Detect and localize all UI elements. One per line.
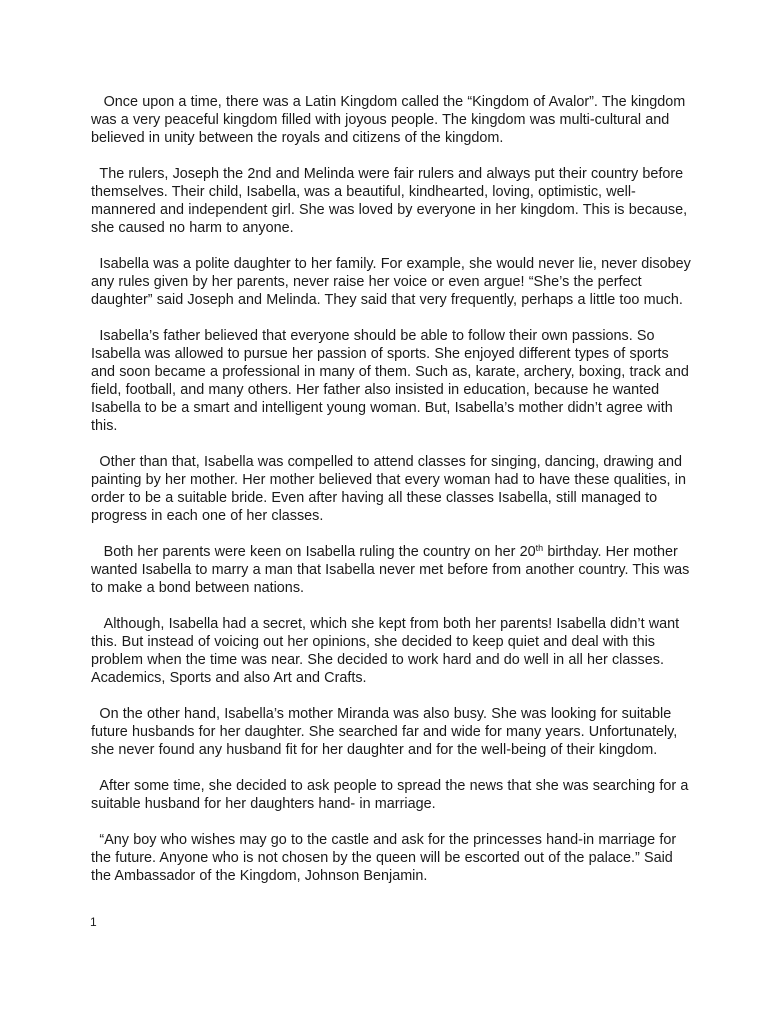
paragraph-10: “Any boy who wishes may go to the castle and ask for the princesses hand-in marriage for the future. Anyone who is not chosen by the queen will be escorted out of the palace.” Said the Ambassador of the Kingdom, Johnson Benjamin.	[91, 832, 681, 884]
paragraph-3: Isabella was a polite daughter to her family. For example, she would never lie, never disobey any rules given by her parents, never raise her voice or even argue! “She’s the perfect daughter” said Joseph and Melinda. They said that very frequently, perhaps a little too much.	[91, 256, 696, 308]
paragraph-6-after: birthday. Her mother wanted Isabella to marry a man that Isabella never met before from another country. This was to make a bond between nations.	[91, 544, 694, 596]
paragraph-8: On the other hand, Isabella’s mother Miranda was also busy. She was looking for suitable future husbands for her daughter. She searched far and wide for many years. Unfortunately, she never found any husband fit for her daughter and for the well-being of their kingdom.	[91, 706, 682, 758]
paragraph-5: Other than that, Isabella was compelled to attend classes for singing, dancing, drawing and painting by her mother. Her mother believed that every woman had to have these qualities, in order to be a suitable bride. Even after having all these classes Isabella, still managed to progress in each one of her classes.	[91, 454, 691, 524]
paragraph-4: Isabella’s father believed that everyone should be able to follow their own passions. So Isabella was allowed to pursue her passion of sports. She enjoyed different types of sports and soon became a professional in many of them. Such as, karate, archery, boxing, track and field, football, and many others. Her father also insisted in education, because he wanted Isabella to be a smart and intelligent young woman. But, Isabella’s mother didn’t agree with this.	[91, 328, 694, 434]
paragraph-6-before: Both her parents were keen on Isabella ruling the country on her 20	[91, 544, 536, 560]
paragraph-1: Once upon a time, there was a Latin Kingdom called the “Kingdom of Avalor”. The kingdom was a very peaceful kingdom filled with joyous people. The kingdom was multi-cultural and believed in unity between the royals and citizens of the kingdom.	[91, 94, 690, 146]
paragraph-6	[91, 543, 694, 597]
ordinal-suffix: th	[535, 543, 544, 553]
paragraph-9: After some time, she decided to ask people to spread the news that she was searching for a suitable husband for her daughters hand- in marriage.	[91, 778, 693, 812]
page-number: 1	[90, 915, 97, 929]
paragraph-2: The rulers, Joseph the 2nd and Melinda were fair rulers and always put their country before themselves. Their child, Isabella, was a beautiful, kindhearted, loving, optimistic, well-mannered and independent girl. She was loved by everyone in her kingdom. This is because, she caused no harm to anyone.	[91, 166, 692, 236]
paragraph-7: Although, Isabella had a secret, which she kept from both her parents! Isabella didn’t want this. But instead of voicing out her opinions, she decided to keep quiet and deal with this problem when the time was near. She decided to work hard and do well in all her classes. Academics, Sports and also Art and Crafts.	[91, 616, 684, 686]
body-text	[91, 93, 696, 903]
